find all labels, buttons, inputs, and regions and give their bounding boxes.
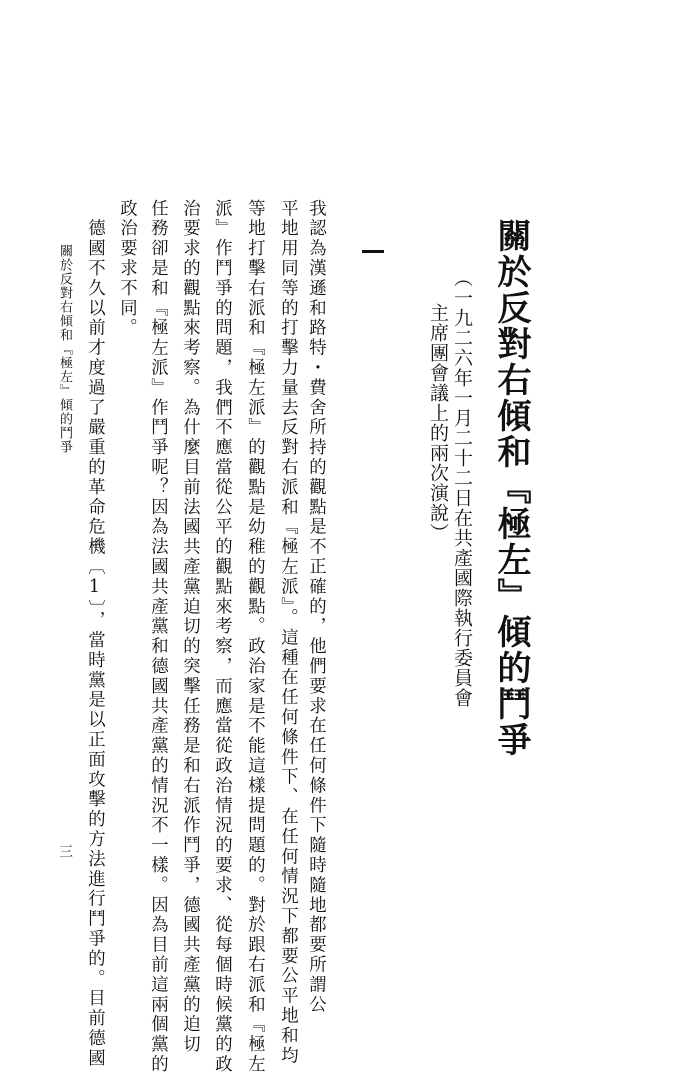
body-column-8: 德國不久以前才度過了嚴重的革命危機〔1〕，當時黨是以正面攻擊的方法進行鬥爭的。目前德國	[84, 199, 105, 1069]
body-column-1: 我認為漢遜和路特・費舍所持的觀點是不正確的，他們要求在任何條件下隨時隨地都要所謂公	[305, 199, 326, 1015]
subtitle-line-2: 主席團會議上的兩次演說）	[427, 303, 449, 543]
body-column-7: 政治要求不同。	[116, 199, 137, 339]
running-head: 關於反對右傾和『極左』傾的鬥爭	[57, 244, 72, 454]
article-title: 關於反對右傾和『極左』傾的鬥爭	[491, 218, 531, 758]
subtitle-line-1: （一九二六年一月二十二日在共產國際執行委員會	[451, 268, 473, 708]
body-column-4: 派』作鬥爭的問題，我們不應當從公平的觀點來考察，而應當從政治情況的要求、從每個時候黨的政	[211, 199, 232, 1075]
body-column-5: 治要求的觀點來考察。為什麼目前法國共產黨迫切的突擊任務是和右派作鬥爭，德國共產黨的迫切	[179, 199, 200, 1055]
body-column-2: 平地用同等的打擊力量去反對右派和『極左派』。這種在任何條件下、在任何情況下都要公平地和均	[277, 199, 298, 1066]
body-column-6: 任務卻是和『極左派』作鬥爭呢？因為法國共產黨和德國共產黨的情況不一樣。因為目前這兩個黨的	[147, 199, 168, 1075]
body-column-3: 等地打擊右派和『極左派』的觀點是幼稚的觀點。政治家是不能這樣提問題的。對於跟右派和『極左	[244, 199, 265, 1075]
section-number-one	[362, 250, 384, 253]
page-number: 三	[57, 844, 73, 858]
